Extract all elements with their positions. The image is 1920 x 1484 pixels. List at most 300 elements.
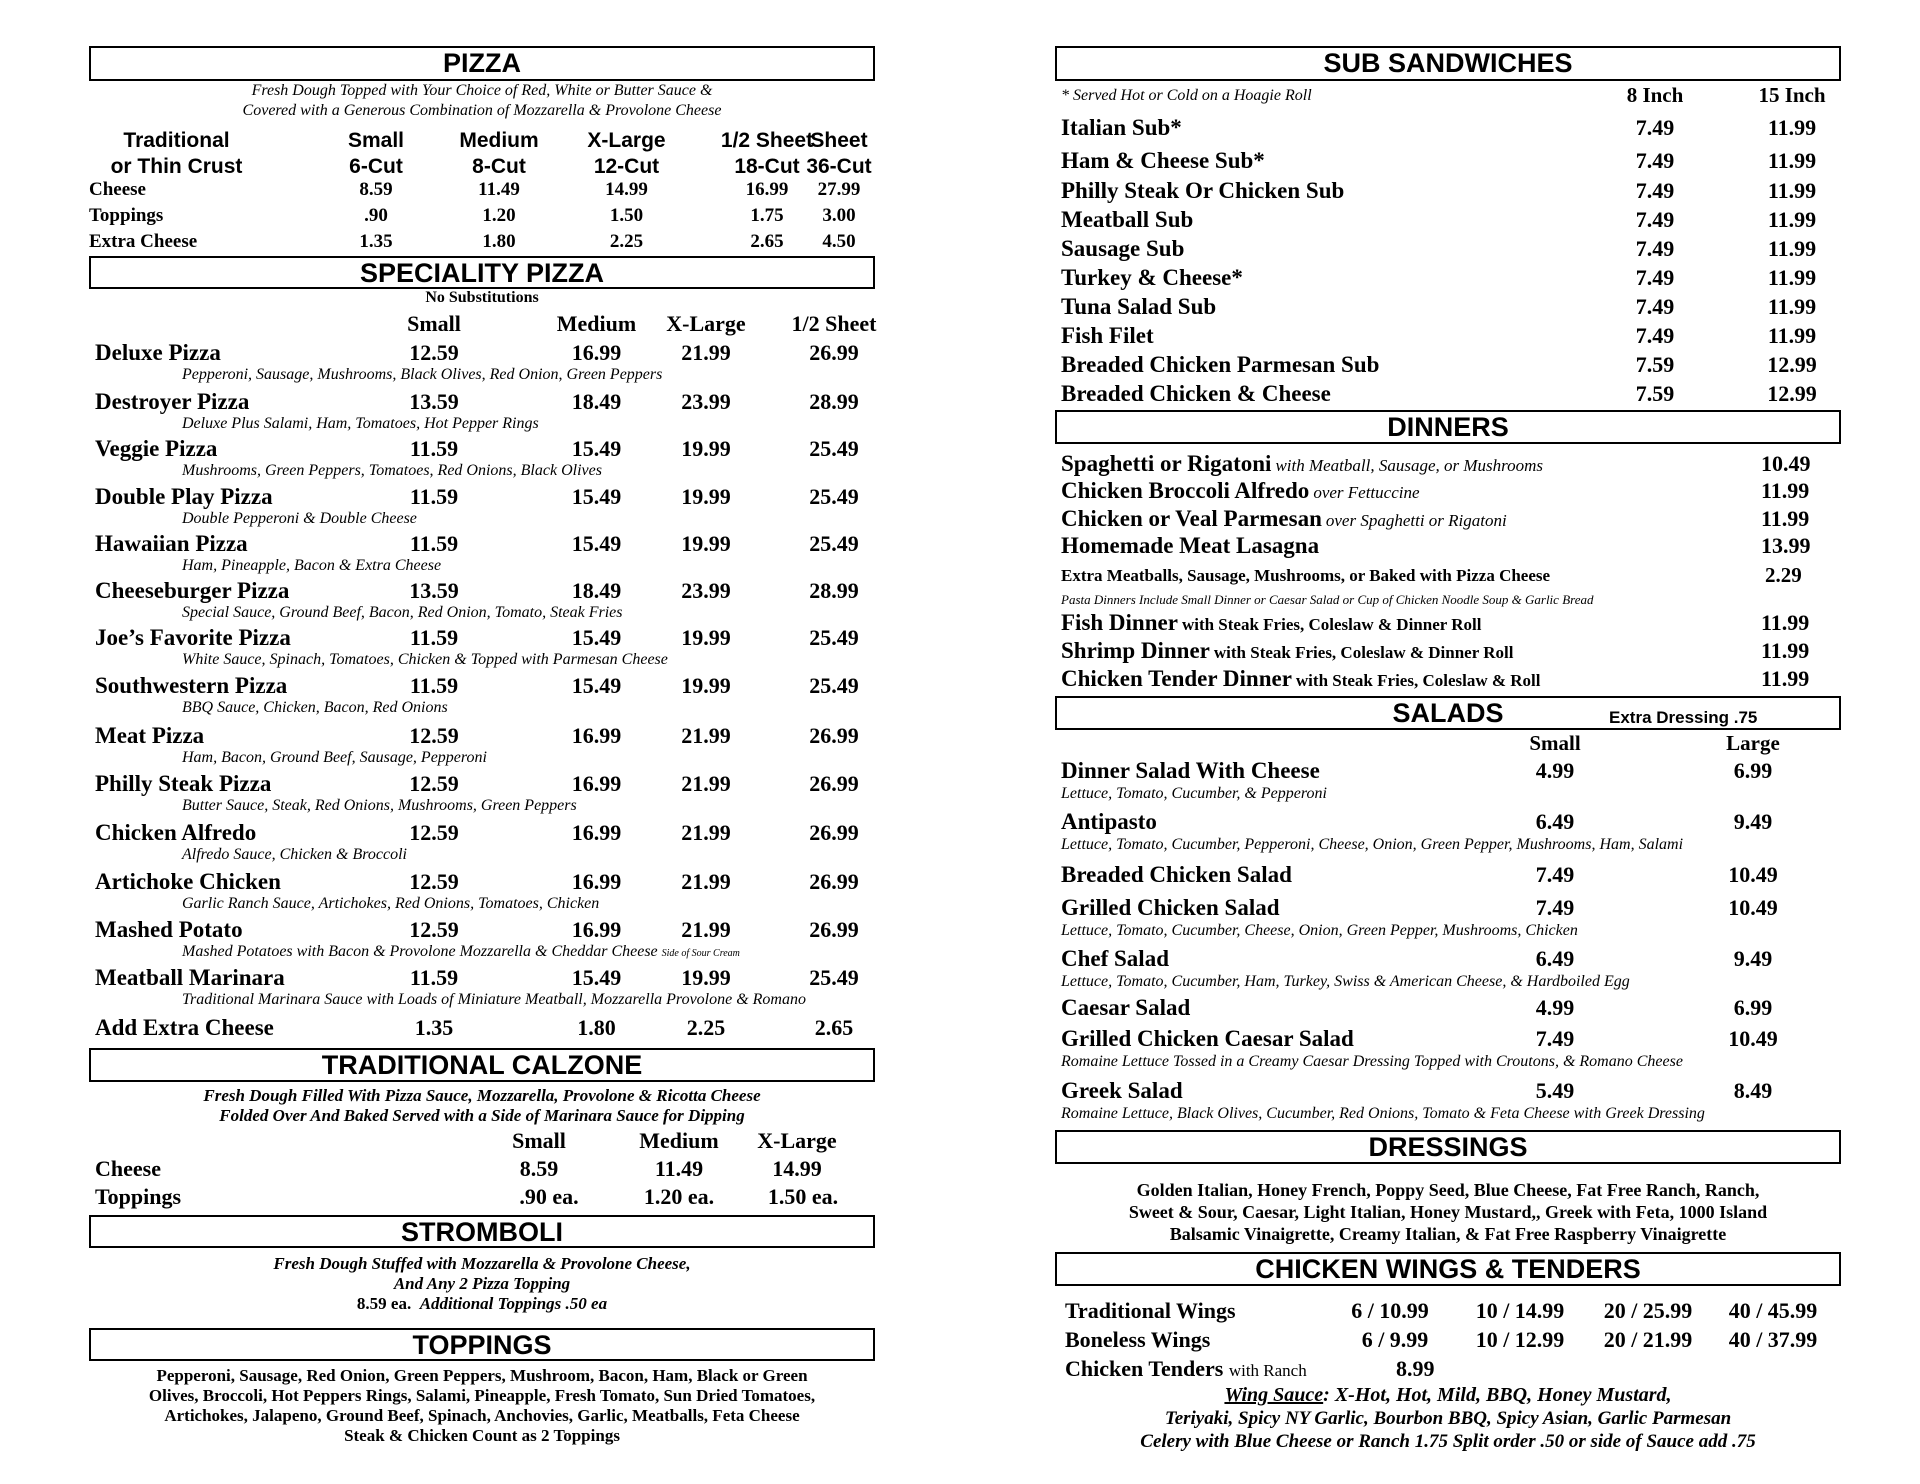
speciality-desc-text: Traditional Marinara Sauce with Loads of Miniature Meatball, Mozzarella Provolone & Romano <box>182 991 806 1008</box>
wings-price: 20 / 25.99 <box>1603 1298 1693 1323</box>
speciality-price: 25.49 <box>809 625 859 650</box>
calzone-price: 1.50 ea. <box>767 1184 839 1209</box>
sub-price-8: 7.49 <box>1635 178 1675 203</box>
speciality-col-small: Small <box>407 311 461 336</box>
speciality-price: 1.80 <box>577 1015 616 1040</box>
pizza-price: 16.99 <box>745 179 789 200</box>
stromboli-header <box>89 1215 875 1248</box>
speciality-price: 28.99 <box>809 389 859 414</box>
speciality-price: 21.99 <box>681 869 731 894</box>
speciality-price: 25.49 <box>809 436 859 461</box>
speciality-price: 25.49 <box>809 965 859 990</box>
calzone-row-cheese: Cheese <box>95 1156 161 1181</box>
speciality-item-name: Philly Steak Pizza <box>95 771 272 796</box>
speciality-price: 11.59 <box>409 673 459 698</box>
dinner-item-desc: with Steak Fries, Coleslaw & Roll <box>1295 671 1541 690</box>
speciality-item-desc <box>182 604 623 622</box>
speciality-price: 15.49 <box>571 436 622 461</box>
sub-price-8: 7.49 <box>1635 148 1675 173</box>
speciality-price: 18.49 <box>571 578 622 603</box>
sub-item-name: Turkey & Cheese* <box>1061 265 1243 290</box>
sub-price-8: 7.49 <box>1635 115 1675 140</box>
speciality-item-name: Joe’s Favorite Pizza <box>95 625 291 650</box>
sub-item-name: Italian Sub* <box>1061 115 1182 140</box>
speciality-price: 11.59 <box>409 436 459 461</box>
dinner-item-desc: with Meatball, Sausage, or Mushrooms <box>1275 456 1544 475</box>
speciality-price: 21.99 <box>681 771 731 796</box>
pizza-desc-1: Fresh Dough Topped with Your Choice of Red, White or Butter Sauce & <box>251 82 713 99</box>
calzone-desc-2: Folded Over And Baked Served with a Side of Marinara Sauce for Dipping <box>219 1106 745 1125</box>
dinner-price: 11.99 <box>1761 638 1810 663</box>
sub-price-15: 12.99 <box>1767 352 1817 377</box>
wings-title: CHICKEN WINGS & TENDERS <box>1255 1254 1641 1284</box>
sub-item-name: Meatball Sub <box>1061 207 1194 232</box>
speciality-price: 16.99 <box>571 723 622 748</box>
salads-col-small: Small <box>1529 731 1581 755</box>
dressings-line: Balsamic Vinaigrette, Creamy Italian, & Fat Free Raspberry Vinaigrette <box>1169 1224 1727 1244</box>
speciality-desc-text: Garlic Ranch Sauce, Artichokes, Red Onions, Tomatoes, Chicken <box>182 895 600 912</box>
dinner-item <box>1061 666 1541 692</box>
speciality-price: 1.35 <box>414 1015 454 1040</box>
speciality-price: 15.49 <box>571 625 622 650</box>
speciality-item-desc <box>182 510 417 528</box>
dinner-item-name: Fish Dinner <box>1061 610 1178 635</box>
speciality-desc-text: Mashed Potatoes with Bacon & Provolone Mozzarella & Cheddar Cheese <box>182 943 658 960</box>
speciality-item-desc <box>182 895 599 913</box>
sub-price-15: 11.99 <box>1767 323 1817 348</box>
pizza-col-sheet-cut: 36-Cut <box>806 155 872 178</box>
speciality-price: 19.99 <box>681 965 731 990</box>
wings-price: 10 / 12.99 <box>1475 1327 1565 1352</box>
wings-row-boneless: Boneless Wings <box>1065 1327 1211 1352</box>
sub-price-15: 11.99 <box>1767 265 1817 290</box>
salads-col-large: Large <box>1726 731 1780 755</box>
toppings-line: Pepperoni, Sausage, Red Onion, Green Peppers, Mushroom, Bacon, Ham, Black or Green <box>156 1366 808 1385</box>
pizza-price: 1.20 <box>482 205 516 226</box>
wings-price: 40 / 37.99 <box>1728 1327 1818 1352</box>
pizza-col-halfsheet-cut: 18-Cut <box>734 155 800 178</box>
dinner-price: 11.99 <box>1761 478 1810 503</box>
pizza-col-crust-2: or Thin Crust <box>110 155 243 178</box>
speciality-price: 16.99 <box>571 340 622 365</box>
salad-item-desc: Lettuce, Tomato, Cucumber, Pepperoni, Cheese, Onion, Green Pepper, Mushrooms, Ham, Salami <box>1061 836 1684 853</box>
dinner-item-desc: with Steak Fries, Coleslaw & Dinner Roll <box>1181 615 1482 634</box>
stromboli-line-1: Fresh Dough Stuffed with Mozzarella & Provolone Cheese, <box>273 1254 691 1273</box>
speciality-item-desc <box>182 415 539 433</box>
speciality-title: SPECIALITY PIZZA <box>359 258 605 288</box>
pizza-col-xlarge-cut: 12-Cut <box>593 155 660 178</box>
speciality-price: 18.49 <box>571 389 622 414</box>
salad-price-large: 10.49 <box>1728 1026 1778 1051</box>
speciality-item-name: Meat Pizza <box>95 723 205 748</box>
salad-price-small: 6.49 <box>1535 946 1575 971</box>
pizza-price: .90 <box>364 205 388 226</box>
dinner-price: 11.99 <box>1761 666 1810 691</box>
dinner-item <box>1061 506 1507 532</box>
subs-header <box>1055 46 1841 81</box>
salad-item-desc: Lettuce, Tomato, Cucumber, & Pepperoni <box>1061 785 1327 802</box>
speciality-price: 11.59 <box>409 965 459 990</box>
pizza-price: 2.25 <box>609 231 644 252</box>
sub-price-15: 12.99 <box>1767 381 1817 406</box>
subs-col-8inch: 8 Inch <box>1626 83 1684 107</box>
speciality-price: 25.49 <box>809 673 859 698</box>
pizza-desc-2: Covered with a Generous Combination of Mozzarella & Provolone Cheese <box>242 102 722 119</box>
stromboli-price: 8.59 ea. <box>356 1294 412 1313</box>
wings-price: 40 / 45.99 <box>1728 1298 1818 1323</box>
speciality-item-name: Hawaiian Pizza <box>95 531 248 556</box>
stromboli-additional: Additional Toppings .50 ea <box>419 1294 608 1313</box>
pizza-price: 8.59 <box>359 179 393 200</box>
sub-price-15: 11.99 <box>1767 178 1817 203</box>
speciality-desc-text: Mushrooms, Green Peppers, Tomatoes, Red Onions, Black Olives <box>182 462 602 479</box>
dinner-price: 13.99 <box>1761 533 1811 558</box>
dinner-item <box>1061 533 1319 559</box>
sub-price-15: 11.99 <box>1767 294 1817 319</box>
speciality-desc-text: Double Pepperoni & Double Cheese <box>182 510 417 527</box>
dinners-extra-price: 2.29 <box>1765 563 1802 587</box>
sub-price-15: 11.99 <box>1767 236 1817 261</box>
pizza-header <box>89 46 875 81</box>
salad-price-small: 4.99 <box>1535 758 1575 783</box>
sub-price-15: 11.99 <box>1767 115 1817 140</box>
dressings-title: DRESSINGS <box>1368 1132 1528 1162</box>
calzone-row-toppings: Toppings <box>95 1184 182 1209</box>
salad-item-name: Breaded Chicken Salad <box>1061 862 1292 887</box>
speciality-item-desc <box>182 797 577 815</box>
speciality-price: 26.99 <box>809 771 859 796</box>
tenders-note: with Ranch <box>1228 1361 1307 1380</box>
dinner-item-name: Chicken Tender Dinner <box>1061 666 1292 691</box>
speciality-col-halfsheet: 1/2 Sheet <box>791 311 877 336</box>
pizza-col-small-cut: 6-Cut <box>349 155 403 178</box>
speciality-price: 26.99 <box>809 723 859 748</box>
pizza-price: 1.50 <box>609 205 644 226</box>
speciality-item-name: Artichoke Chicken <box>95 869 281 894</box>
stromboli-line-3 <box>89 1294 875 1314</box>
speciality-item-desc <box>182 749 487 767</box>
dinner-item <box>1061 451 1543 477</box>
salad-price-small: 7.49 <box>1535 1026 1575 1051</box>
salad-price-large: 6.99 <box>1733 995 1773 1020</box>
speciality-item-name: Double Play Pizza <box>95 484 273 509</box>
speciality-item-name: Veggie Pizza <box>95 436 218 461</box>
dinner-item <box>1061 478 1420 504</box>
calzone-price: .90 ea. <box>519 1184 579 1209</box>
speciality-price: 19.99 <box>681 436 731 461</box>
dinner-item-desc: over Spaghetti or Rigatoni <box>1325 511 1507 530</box>
calzone-col-xlarge: X-Large <box>757 1128 837 1153</box>
wing-sauce-list: : X-Hot, Hot, Mild, BBQ, Honey Mustard, <box>1323 1384 1672 1406</box>
calzone-price: 14.99 <box>772 1156 822 1181</box>
speciality-price: 26.99 <box>809 869 859 894</box>
sub-price-8: 7.49 <box>1635 265 1675 290</box>
speciality-price: 26.99 <box>809 820 859 845</box>
calzone-col-small: Small <box>512 1128 566 1153</box>
speciality-price: 21.99 <box>681 723 731 748</box>
speciality-item-name: Add Extra Cheese <box>95 1015 274 1040</box>
wings-row-tenders <box>1065 1356 1307 1382</box>
speciality-item-desc <box>182 846 407 864</box>
pizza-col-xlarge: X-Large <box>587 129 666 152</box>
speciality-desc-note: Side of Sour Cream <box>661 948 740 959</box>
pizza-price: 1.75 <box>750 205 784 226</box>
speciality-price: 11.59 <box>409 625 459 650</box>
salad-item-name: Chef Salad <box>1061 946 1169 971</box>
salad-item-name: Antipasto <box>1061 809 1157 834</box>
speciality-price: 19.99 <box>681 484 731 509</box>
wings-price: 6 / 10.99 <box>1351 1298 1429 1323</box>
speciality-item-name: Mashed Potato <box>95 917 243 942</box>
wings-price: 10 / 14.99 <box>1475 1298 1565 1323</box>
salad-price-large: 9.49 <box>1733 946 1773 971</box>
pizza-price: 2.65 <box>750 231 784 252</box>
wing-sauce-line-2: Teriyaki, Spicy NY Garlic, Bourbon BBQ, Spicy Asian, Garlic Parmesan <box>1164 1408 1732 1429</box>
pizza-col-crust: Traditional <box>123 129 230 152</box>
speciality-desc-text: Ham, Pineapple, Bacon & Extra Cheese <box>182 557 442 574</box>
salad-price-large: 8.49 <box>1733 1078 1773 1103</box>
pizza-row-extra-cheese: Extra Cheese <box>89 231 198 252</box>
salad-price-large: 6.99 <box>1733 758 1773 783</box>
sub-price-8: 7.49 <box>1635 207 1675 232</box>
calzone-header <box>89 1048 875 1082</box>
speciality-price: 11.59 <box>409 484 459 509</box>
sub-item-name: Philly Steak Or Chicken Sub <box>1061 178 1345 203</box>
sub-price-8: 7.59 <box>1635 381 1675 406</box>
calzone-price: 11.49 <box>654 1156 704 1181</box>
toppings-line: Artichokes, Jalapeno, Ground Beef, Spinach, Anchovies, Garlic, Meatballs, Feta Cheese <box>164 1406 800 1425</box>
speciality-item-name: Meatball Marinara <box>95 965 285 990</box>
speciality-desc-text: Pepperoni, Sausage, Mushrooms, Black Olives, Red Onion, Green Peppers <box>182 366 663 383</box>
speciality-item-name: Deluxe Pizza <box>95 340 221 365</box>
sub-price-8: 7.49 <box>1635 323 1675 348</box>
speciality-item-name: Destroyer Pizza <box>95 389 250 414</box>
wing-sauce-line-1 <box>1055 1384 1841 1407</box>
speciality-price: 19.99 <box>681 531 731 556</box>
sub-price-8: 7.49 <box>1635 294 1675 319</box>
dressings-line: Sweet & Sour, Caesar, Light Italian, Honey Mustard,, Greek with Feta, 1000 Island <box>1128 1202 1768 1222</box>
speciality-desc-text: Butter Sauce, Steak, Red Onions, Mushrooms, Green Peppers <box>182 797 577 814</box>
speciality-price: 13.59 <box>409 578 459 603</box>
salad-price-small: 7.49 <box>1535 895 1575 920</box>
pizza-title: PIZZA <box>443 48 521 78</box>
salad-item-name: Grilled Chicken Caesar Salad <box>1061 1026 1354 1051</box>
pizza-price: 3.00 <box>822 205 856 226</box>
salad-item-desc: Romaine Lettuce, Black Olives, Cucumber, Red Onions, Tomato & Feta Cheese with Greek Dressing <box>1061 1105 1705 1122</box>
dinner-item-name: Homemade Meat Lasagna <box>1061 533 1320 558</box>
wings-price: 20 / 21.99 <box>1603 1327 1693 1352</box>
dinner-item-name: Chicken or Veal Parmesan <box>1061 506 1322 531</box>
toppings-line: Steak & Chicken Count as 2 Toppings <box>344 1426 620 1445</box>
dinners-header <box>1055 410 1841 444</box>
pizza-row-cheese: Cheese <box>89 179 146 200</box>
salads-header <box>1055 696 1841 730</box>
sub-item-name: Sausage Sub <box>1061 236 1185 261</box>
speciality-price: 23.99 <box>681 389 731 414</box>
speciality-price: 28.99 <box>809 578 859 603</box>
speciality-price: 16.99 <box>571 917 622 942</box>
speciality-col-xlarge: X-Large <box>666 311 746 336</box>
salad-item-name: Greek Salad <box>1061 1078 1183 1103</box>
salad-price-small: 5.49 <box>1535 1078 1575 1103</box>
speciality-desc-text: White Sauce, Spinach, Tomatoes, Chicken & Topped with Parmesan Cheese <box>182 651 668 668</box>
speciality-price: 12.59 <box>409 771 459 796</box>
pizza-price: 1.35 <box>359 231 393 252</box>
speciality-price: 16.99 <box>571 820 622 845</box>
salad-item-desc: Romaine Lettuce Tossed in a Creamy Caesar Dressing Topped with Croutons, & Romano Cheese <box>1061 1053 1683 1070</box>
dinners-extra: Extra Meatballs, Sausage, Mushrooms, or Baked with Pizza Cheese <box>1061 566 1551 585</box>
speciality-item-desc <box>182 943 740 961</box>
dinner-item-name: Spaghetti or Rigatoni <box>1061 451 1272 476</box>
pizza-price: 11.49 <box>478 179 520 200</box>
dinner-item-name: Chicken Broccoli Alfredo <box>1061 478 1310 503</box>
calzone-title: TRADITIONAL CALZONE <box>321 1050 643 1080</box>
dinner-item-desc: with Steak Fries, Coleslaw & Dinner Roll <box>1213 643 1514 662</box>
salad-item-name: Caesar Salad <box>1061 995 1191 1020</box>
dressings-header <box>1055 1130 1841 1164</box>
salad-item-name: Grilled Chicken Salad <box>1061 895 1280 920</box>
sub-item-name: Ham & Cheese Sub* <box>1061 148 1265 173</box>
calzone-price: 1.20 ea. <box>643 1184 715 1209</box>
calzone-col-medium: Medium <box>639 1128 719 1153</box>
speciality-price: 15.49 <box>571 531 622 556</box>
speciality-price: 25.49 <box>809 484 859 509</box>
toppings-header <box>89 1328 875 1361</box>
speciality-price: 25.49 <box>809 531 859 556</box>
speciality-item-desc <box>182 366 662 384</box>
tenders-price: 8.99 <box>1396 1356 1435 1381</box>
speciality-price: 21.99 <box>681 820 731 845</box>
dressings-line: Golden Italian, Honey French, Poppy Seed, Blue Cheese, Fat Free Ranch, Ranch, <box>1136 1180 1760 1200</box>
speciality-desc-text: Alfredo Sauce, Chicken & Broccoli <box>182 846 407 863</box>
speciality-desc-text: Special Sauce, Ground Beef, Bacon, Red Onion, Tomato, Steak Fries <box>182 604 623 621</box>
salads-extra-dressing: Extra Dressing .75 <box>1609 708 1758 727</box>
pizza-col-small: Small <box>347 129 405 152</box>
dinner-item <box>1061 638 1513 664</box>
dinner-price: 11.99 <box>1761 610 1810 635</box>
wing-sauce-label: Wing Sauce <box>1224 1384 1324 1406</box>
sub-item-name: Fish Filet <box>1061 323 1154 348</box>
pizza-col-medium: Medium <box>459 129 539 152</box>
speciality-col-medium: Medium <box>556 311 637 336</box>
salads-title: SALADS <box>1392 698 1504 728</box>
speciality-item-desc <box>182 557 441 575</box>
speciality-price: 26.99 <box>809 917 859 942</box>
speciality-price: 13.59 <box>409 389 459 414</box>
salad-price-small: 4.99 <box>1535 995 1575 1020</box>
salad-price-large: 10.49 <box>1728 895 1778 920</box>
calzone-desc-1: Fresh Dough Filled With Pizza Sauce, Mozzarella, Provolone & Ricotta Cheese <box>203 1086 761 1105</box>
pizza-price: 1.80 <box>482 231 516 252</box>
speciality-price: 11.59 <box>409 531 459 556</box>
sub-price-8: 7.49 <box>1635 236 1675 261</box>
wing-sauce-line-3: Celery with Blue Cheese or Ranch 1.75 Split order .50 or side of Sauce add .75 <box>1140 1431 1756 1452</box>
speciality-price: 12.59 <box>409 820 459 845</box>
speciality-desc-text: Deluxe Plus Salami, Ham, Tomatoes, Hot Pepper Rings <box>182 415 539 432</box>
speciality-price: 15.49 <box>571 484 622 509</box>
dinner-item-desc: over Fettuccine <box>1313 483 1420 502</box>
pizza-price: 14.99 <box>605 179 648 200</box>
speciality-price: 12.59 <box>409 340 459 365</box>
speciality-price: 12.59 <box>409 917 459 942</box>
calzone-price: 8.59 <box>519 1156 559 1181</box>
dinners-pasta-note: Pasta Dinners Include Small Dinner or Caesar Salad or Cup of Chicken Noodle Soup & Garlic Bread <box>1061 592 1594 607</box>
speciality-price: 16.99 <box>571 771 622 796</box>
stromboli-line-2: And Any 2 Pizza Topping <box>393 1274 571 1293</box>
speciality-header <box>89 256 875 289</box>
speciality-price: 19.99 <box>681 673 731 698</box>
speciality-item-desc <box>182 462 602 480</box>
sub-price-8: 7.59 <box>1635 352 1675 377</box>
salad-item-name: Dinner Salad With Cheese <box>1061 758 1320 783</box>
dinner-price: 11.99 <box>1761 506 1810 531</box>
sub-price-15: 11.99 <box>1767 207 1817 232</box>
sub-price-15: 11.99 <box>1767 148 1817 173</box>
speciality-desc-text: Ham, Bacon, Ground Beef, Sausage, Pepperoni <box>182 749 487 766</box>
subs-col-15inch: 15 Inch <box>1758 83 1826 107</box>
sub-item-name: Breaded Chicken Parmesan Sub <box>1061 352 1380 377</box>
speciality-price: 2.25 <box>686 1015 726 1040</box>
salad-item-desc: Lettuce, Tomato, Cucumber, Cheese, Onion, Green Pepper, Mushrooms, Chicken <box>1061 922 1578 939</box>
pizza-col-medium-cut: 8-Cut <box>472 155 526 178</box>
toppings-title: TOPPINGS <box>412 1330 552 1360</box>
stromboli-title: STROMBOLI <box>401 1217 563 1247</box>
wings-header <box>1055 1252 1841 1286</box>
sub-item-name: Tuna Salad Sub <box>1061 294 1217 319</box>
subs-title: SUB SANDWICHES <box>1323 48 1573 78</box>
dinner-item-name: Shrimp Dinner <box>1061 638 1210 663</box>
toppings-line: Olives, Broccoli, Hot Peppers Rings, Salami, Pineapple, Fresh Tomato, Sun Dried Tomatoes, <box>148 1386 816 1405</box>
pizza-col-sheet: Sheet <box>810 129 868 152</box>
subs-note: * Served Hot or Cold on a Hoagie Roll <box>1061 87 1312 104</box>
pizza-price: 4.50 <box>822 231 856 252</box>
speciality-price: 15.49 <box>571 673 622 698</box>
speciality-item-name: Cheeseburger Pizza <box>95 578 290 603</box>
dinner-item <box>1061 610 1481 636</box>
speciality-item-desc <box>182 651 668 669</box>
speciality-item-desc <box>182 991 806 1009</box>
speciality-price: 16.99 <box>571 869 622 894</box>
speciality-price: 21.99 <box>681 917 731 942</box>
pizza-row-toppings: Toppings <box>89 205 164 226</box>
speciality-price: 19.99 <box>681 625 731 650</box>
speciality-price: 12.59 <box>409 869 459 894</box>
wings-price: 6 / 9.99 <box>1361 1327 1429 1352</box>
pizza-col-halfsheet: 1/2 Sheet <box>720 129 814 152</box>
speciality-desc-text: BBQ Sauce, Chicken, Bacon, Red Onions <box>182 699 448 716</box>
speciality-price: 12.59 <box>409 723 459 748</box>
tenders-name: Chicken Tenders <box>1065 1356 1224 1381</box>
speciality-item-desc <box>182 699 448 717</box>
speciality-price: 15.49 <box>571 965 622 990</box>
speciality-item-name: Chicken Alfredo <box>95 820 257 845</box>
sub-item-name: Breaded Chicken & Cheese <box>1061 381 1331 406</box>
salad-price-small: 6.49 <box>1535 809 1575 834</box>
salad-price-large: 9.49 <box>1733 809 1773 834</box>
speciality-price: 23.99 <box>681 578 731 603</box>
salad-price-large: 10.49 <box>1728 862 1778 887</box>
pizza-price: 27.99 <box>817 179 861 200</box>
speciality-price: 21.99 <box>681 340 731 365</box>
speciality-price: 2.65 <box>814 1015 854 1040</box>
salad-item-desc: Lettuce, Tomato, Cucumber, Ham, Turkey, Swiss & American Cheese, & Hardboiled Egg <box>1061 973 1630 990</box>
speciality-note: No Substitutions <box>425 289 539 306</box>
speciality-item-name: Southwestern Pizza <box>95 673 288 698</box>
speciality-price: 26.99 <box>809 340 859 365</box>
salad-price-small: 7.49 <box>1535 862 1575 887</box>
dinner-price: 10.49 <box>1761 451 1811 476</box>
wings-row-traditional: Traditional Wings <box>1065 1298 1236 1323</box>
